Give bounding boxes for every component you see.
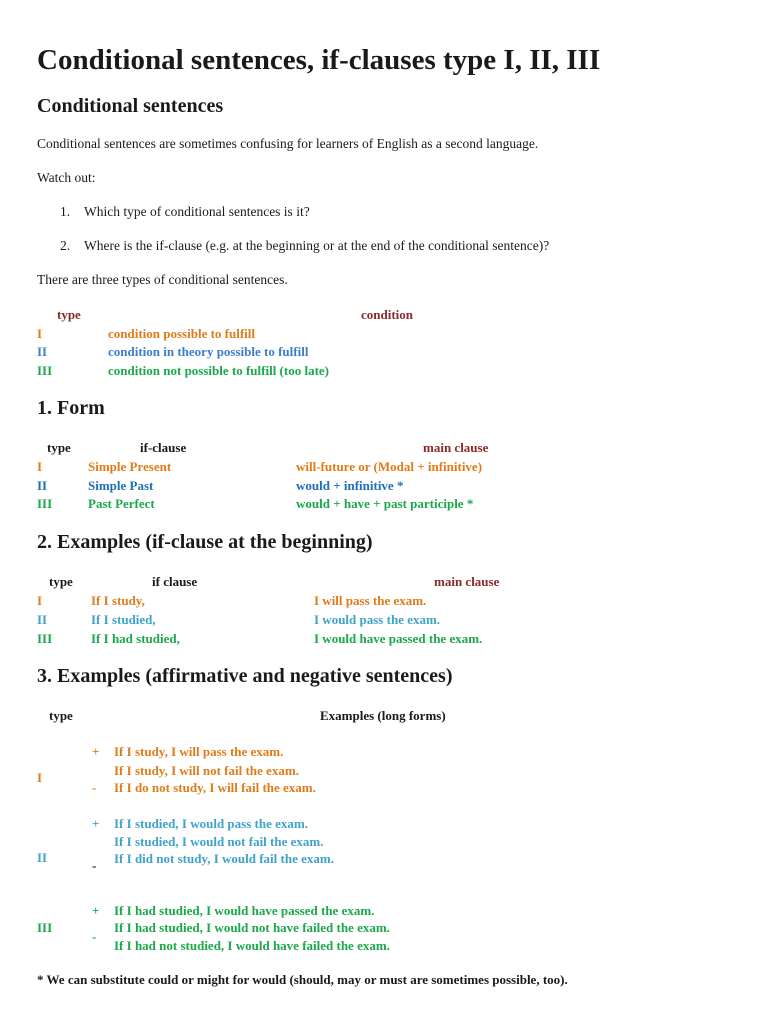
negative-example: If I study, I will not fail the exam.	[114, 763, 299, 778]
watch-out-label: Watch out:	[37, 170, 96, 185]
if-clause-text: Simple Present	[88, 459, 172, 474]
if-clause-text: If I had studied,	[91, 631, 180, 646]
header-type: type	[57, 307, 81, 322]
main-clause-text: will-future or (Modal + infinitive)	[296, 459, 483, 474]
if-clause-text: If I study,	[91, 593, 145, 608]
list-item-number: 1.	[60, 204, 71, 219]
header-type: type	[47, 440, 71, 455]
main-clause-text: would + infinitive *	[296, 478, 404, 493]
negative-example: If I had not studied, I would have failed the exam.	[114, 938, 390, 953]
condition-text: condition possible to fulfill	[108, 326, 255, 341]
type-label-ii: II	[37, 344, 48, 359]
type-label-iii: III	[37, 496, 53, 511]
plus-sign: +	[92, 903, 100, 918]
negative-example: If I had studied, I would not have failed the exam.	[114, 920, 390, 935]
type-label-iii: III	[37, 631, 53, 646]
affirmative-example: If I study, I will pass the exam.	[114, 744, 284, 759]
type-label-i: I	[37, 593, 43, 608]
header-main-clause: main clause	[423, 440, 489, 455]
if-clause-text: Past Perfect	[88, 496, 155, 511]
affirmative-example: If I studied, I would pass the exam.	[114, 816, 308, 831]
footnote: * We can substitute could or might for would (should, may or must are sometimes possible, too).	[37, 972, 568, 987]
if-clause-text: Simple Past	[88, 478, 154, 493]
affirmative-example: If I had studied, I would have passed the exam.	[114, 903, 375, 918]
list-item-text: Which type of conditional sentences is it?	[84, 204, 310, 219]
main-clause-text: I would have passed the exam.	[314, 631, 483, 646]
header-type: type	[49, 708, 73, 723]
negative-example: If I studied, I would not fail the exam.	[114, 834, 324, 849]
type-label-i: I	[37, 459, 43, 474]
section-heading-conditional: Conditional sentences	[37, 95, 224, 117]
type-label-ii: II	[37, 478, 48, 493]
type-label-iii: III	[37, 363, 53, 378]
section-heading-examples: 2. Examples (if-clause at the beginning)	[37, 531, 373, 553]
header-main-clause: main clause	[434, 574, 500, 589]
section-heading-aff-neg: 3. Examples (affirmative and negative sentences)	[37, 665, 453, 687]
type-label-i: I	[37, 326, 43, 341]
header-if-clause: if clause	[152, 574, 198, 589]
header-examples: Examples (long forms)	[320, 708, 446, 723]
if-clause-text: If I studied,	[91, 612, 156, 627]
negative-example: If I do not study, I will fail the exam.	[114, 780, 316, 795]
type-label-ii: II	[37, 612, 48, 627]
minus-sign: -	[92, 780, 97, 795]
minus-sign: -	[92, 858, 97, 873]
plus-sign: +	[92, 816, 100, 831]
type-label-iii: III	[37, 920, 53, 935]
condition-text: condition not possible to fulfill (too late)	[108, 363, 330, 378]
condition-text: condition in theory possible to fulfill	[108, 344, 309, 359]
list-item-text: Where is the if-clause (e.g. at the beginning or at the end of the conditional sentence)?	[84, 238, 550, 253]
intro-paragraph: Conditional sentences are sometimes confusing for learners of English as a second language.	[37, 136, 539, 151]
plus-sign: +	[92, 744, 100, 759]
header-type: type	[49, 574, 73, 589]
list-item-number: 2.	[60, 238, 71, 253]
main-clause-text: I would pass the exam.	[314, 612, 441, 627]
type-label-i: I	[37, 770, 43, 785]
section-heading-form: 1. Form	[37, 397, 105, 419]
type-label-ii: II	[37, 850, 48, 865]
three-types-paragraph: There are three types of conditional sentences.	[37, 272, 288, 287]
header-condition: condition	[361, 307, 414, 322]
header-if-clause: if-clause	[140, 440, 187, 455]
main-clause-text: I will pass the exam.	[314, 593, 427, 608]
negative-example: If I did not study, I would fail the exam.	[114, 851, 334, 866]
page-title: Conditional sentences, if-clauses type I, II, III	[37, 44, 601, 76]
main-clause-text: would + have + past participle *	[296, 496, 474, 511]
minus-sign: -	[92, 929, 97, 944]
